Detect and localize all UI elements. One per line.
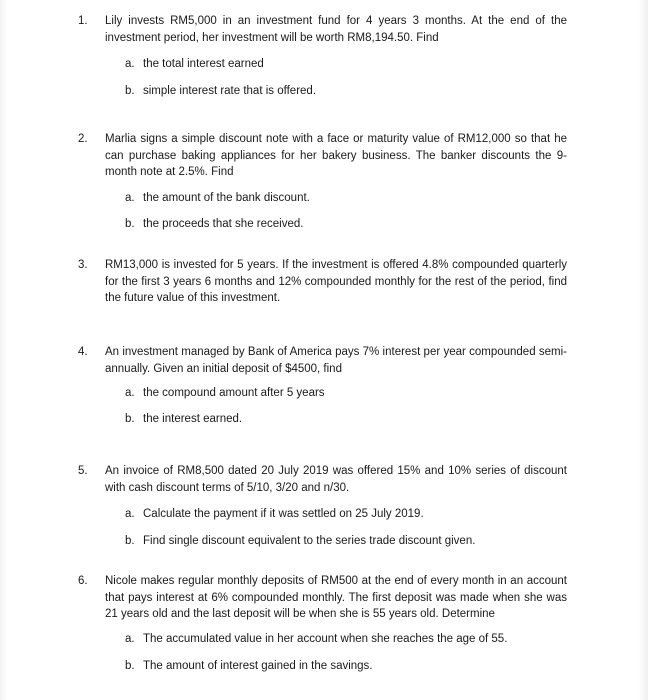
part-text: The accumulated value in her account when she reaches the age of 55. <box>143 633 508 645</box>
part-text: simple interest rate that is offered. <box>143 85 317 97</box>
part-text: The amount of interest gained in the savings. <box>143 660 373 672</box>
question-part <box>125 533 475 550</box>
part-letter: b. <box>125 218 135 230</box>
question-number: 1. <box>78 15 88 27</box>
part-letter: a. <box>125 633 135 645</box>
question-part <box>125 83 316 100</box>
part-text: the interest earned. <box>143 413 243 425</box>
part-text: Calculate the payment if it was settled on 25 July 2019. <box>143 508 424 520</box>
question-part <box>125 631 507 648</box>
question-number: 5. <box>78 465 88 477</box>
part-letter: a. <box>125 508 135 520</box>
part-letter: a. <box>125 192 135 204</box>
part-text: the proceeds that she received. <box>143 218 304 230</box>
question-number: 3. <box>78 259 88 271</box>
part-text: Find single discount equivalent to the series trade discount given. <box>143 535 476 547</box>
part-text: the total interest earned <box>143 58 264 70</box>
part-letter: b. <box>125 413 135 425</box>
question-part <box>125 216 303 233</box>
question-text: Lily invests RM5,000 in an investment fund for 4 years 3 months. At the end of the investment period, her investment will be worth RM8,194.50. Find <box>105 15 567 44</box>
part-letter: b. <box>125 660 135 672</box>
question-number: 6. <box>78 575 88 587</box>
question-part <box>125 56 264 73</box>
question-text: An investment managed by Bank of America pays 7% interest per year compounded semi-annually. Given an initial deposit of $4500, find <box>105 346 567 375</box>
part-text: the amount of the bank discount. <box>143 192 310 204</box>
question-part <box>125 506 424 523</box>
question-part <box>125 190 310 207</box>
part-letter: a. <box>125 387 135 399</box>
part-text: the compound amount after 5 years <box>143 387 325 399</box>
question-number: 2. <box>78 133 88 145</box>
part-letter: a. <box>125 58 135 70</box>
question-number: 4. <box>78 346 88 358</box>
part-letter: b. <box>125 85 135 97</box>
question-text: RM13,000 is invested for 5 years. If the investment is offered 4.8% compounded quarterly for the first 3 years 6 months and 12% compounded monthly for the rest of the period, find the future value of this investment. <box>105 259 567 304</box>
question-part <box>125 658 373 675</box>
question-text: An invoice of RM8,500 dated 20 July 2019 was offered 15% and 10% series of discount with cash discount terms of 5/10, 3/20 and n/30. <box>105 465 567 494</box>
part-letter: b. <box>125 535 135 547</box>
question-part <box>125 385 325 402</box>
question-text: Marlia signs a simple discount note with a face or maturity value of RM12,000 so that he can purchase baking appliances for her bakery business. The banker discounts the 9-month note at 2.5%. Find <box>105 133 567 178</box>
question-part <box>125 411 242 428</box>
question-text: Nicole makes regular monthly deposits of RM500 at the end of every month in an account that pays interest at 6% compounded monthly. The first deposit was made when she was 21 years old and the last deposit will be when she is 55 years old. Determine <box>105 575 567 620</box>
